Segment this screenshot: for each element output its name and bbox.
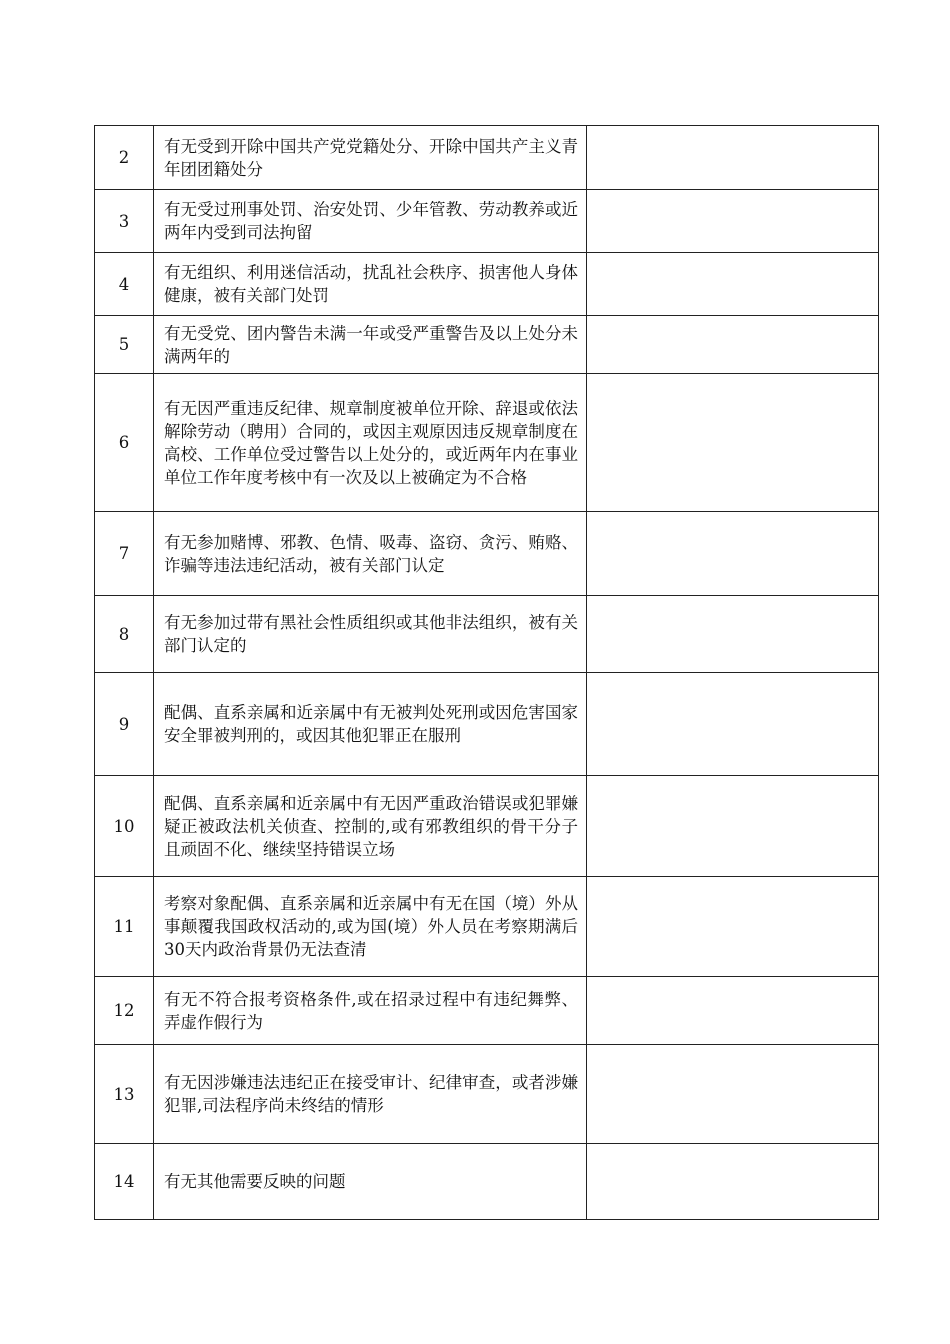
table-row (95, 673, 879, 776)
row-question: 有无受党、团内警告未满一年或受严重警告及以上处分未满两年的 (154, 316, 587, 374)
row-answer-cell[interactable] (587, 1045, 879, 1144)
row-answer-cell[interactable] (587, 374, 879, 512)
table-row (95, 374, 879, 512)
row-answer-cell[interactable] (587, 977, 879, 1045)
row-answer-cell[interactable] (587, 316, 879, 374)
row-number: 3 (95, 190, 154, 253)
table-row (95, 253, 879, 316)
row-answer-cell[interactable] (587, 776, 879, 877)
table-row (95, 126, 879, 190)
row-question: 有无参加赌博、邪教、色情、吸毒、盗窃、贪污、贿赂、诈骗等违法违纪活动，被有关部门认定 (154, 512, 587, 596)
row-answer-cell[interactable] (587, 596, 879, 673)
row-answer-cell[interactable] (587, 673, 879, 776)
row-answer-cell[interactable] (587, 512, 879, 596)
row-question: 有无不符合报考资格条件,或在招录过程中有违纪舞弊、弄虚作假行为 (154, 977, 587, 1045)
row-question: 配偶、直系亲属和近亲属中有无被判处死刑或因危害国家安全罪被判刑的，或因其他犯罪正在服刑 (154, 673, 587, 776)
row-number: 6 (95, 374, 154, 512)
row-question: 有无组织、利用迷信活动，扰乱社会秩序、损害他人身体健康，被有关部门处罚 (154, 253, 587, 316)
row-number: 10 (95, 776, 154, 877)
row-number: 7 (95, 512, 154, 596)
row-question: 配偶、直系亲属和近亲属中有无因严重政治错误或犯罪嫌疑正被政法机关侦查、控制的,或有邪教组织的骨干分子且顽固不化、继续坚持错误立场 (154, 776, 587, 877)
row-question: 有无因严重违反纪律、规章制度被单位开除、辞退或依法解除劳动（聘用）合同的，或因主观原因违反规章制度在高校、工作单位受过警告以上处分的，或近两年内在事业单位工作年度考核中有一次及以上被确定为不合格 (154, 374, 587, 512)
row-answer-cell[interactable] (587, 1144, 879, 1220)
row-answer-cell[interactable] (587, 877, 879, 977)
row-number: 2 (95, 126, 154, 190)
row-answer-cell[interactable] (587, 253, 879, 316)
table-row (95, 977, 879, 1045)
row-question: 考察对象配偶、直系亲属和近亲属中有无在国（境）外从事颠覆我国政权活动的,或为国(境）外人员在考察期满后30天内政治背景仍无法查清 (154, 877, 587, 977)
row-number: 12 (95, 977, 154, 1045)
table-row (95, 776, 879, 877)
table-row (95, 512, 879, 596)
table-row (95, 1144, 879, 1220)
checklist-sheet (94, 125, 857, 1220)
table-row (95, 877, 879, 977)
table-row (95, 1045, 879, 1144)
table-row (95, 596, 879, 673)
row-question: 有无受到开除中国共产党党籍处分、开除中国共产主义青年团团籍处分 (154, 126, 587, 190)
row-number: 9 (95, 673, 154, 776)
row-number: 14 (95, 1144, 154, 1220)
row-number: 11 (95, 877, 154, 977)
table-row (95, 316, 879, 374)
row-number: 8 (95, 596, 154, 673)
checklist-table (94, 125, 879, 1220)
row-question: 有无因涉嫌违法违纪正在接受审计、纪律审查，或者涉嫌犯罪,司法程序尚未终结的情形 (154, 1045, 587, 1144)
row-question: 有无其他需要反映的问题 (154, 1144, 587, 1220)
row-number: 5 (95, 316, 154, 374)
row-question: 有无参加过带有黑社会性质组织或其他非法组织，被有关部门认定的 (154, 596, 587, 673)
row-number: 4 (95, 253, 154, 316)
row-answer-cell[interactable] (587, 190, 879, 253)
row-answer-cell[interactable] (587, 126, 879, 190)
row-question: 有无受过刑事处罚、治安处罚、少年管教、劳动教养或近两年内受到司法拘留 (154, 190, 587, 253)
row-number: 13 (95, 1045, 154, 1144)
table-row (95, 190, 879, 253)
